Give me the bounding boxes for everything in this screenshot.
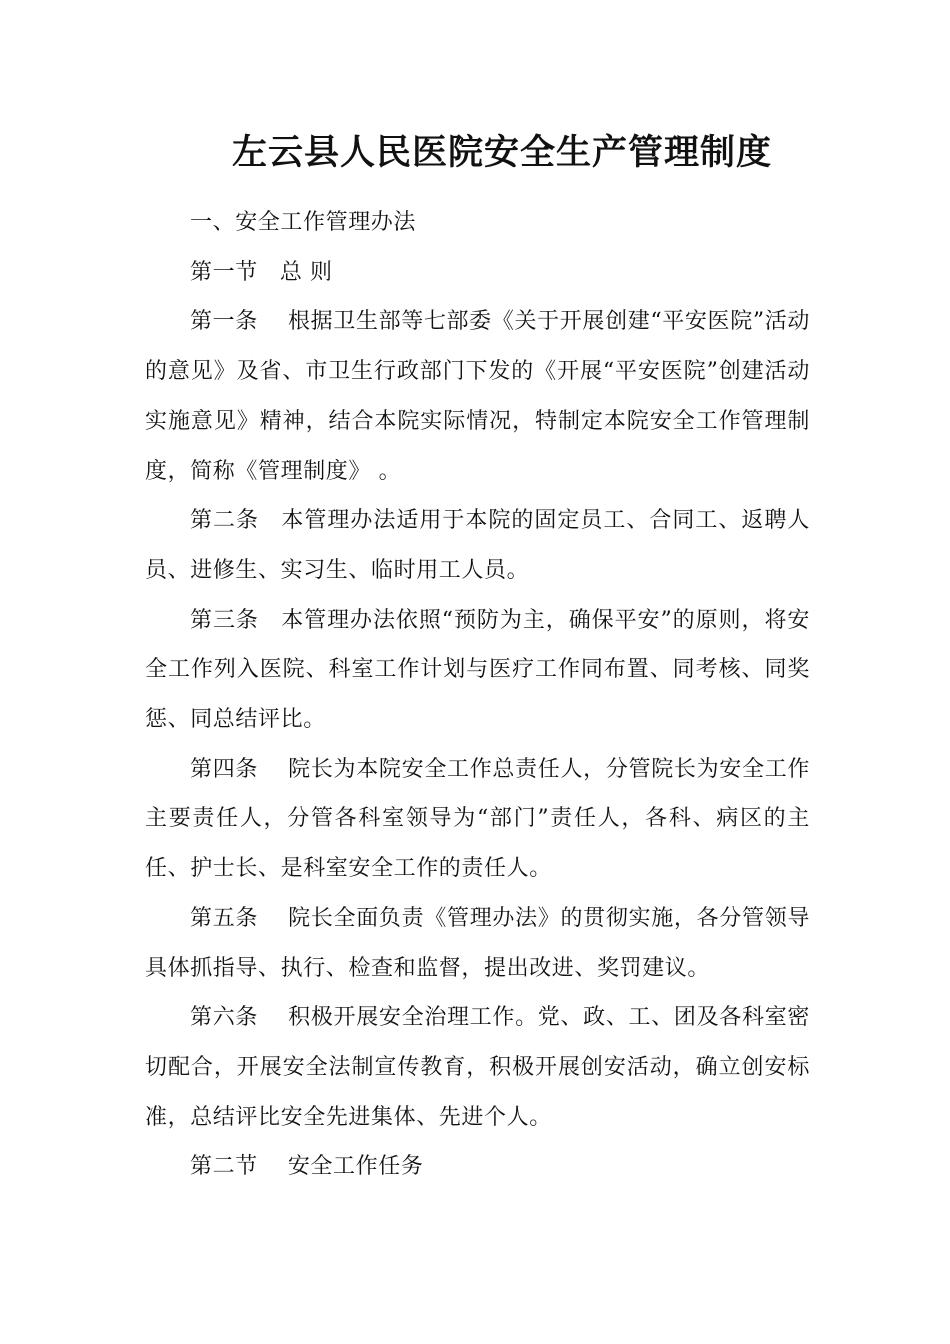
article-4-label: 第四条 <box>190 756 259 782</box>
article-6 <box>145 993 810 1142</box>
section-1-label: 第一节 <box>190 259 258 285</box>
article-6-label: 第六条 <box>190 1005 259 1031</box>
article-4-text: 院长为本院安全工作总责任人，分管院长为安全工作主要责任人，分管各科室领导为“部门”责任人，各科、病区的主任、护士长、是科室安全工作的责任人。 <box>145 756 810 882</box>
article-2-label: 第二条 <box>190 508 259 534</box>
article-3 <box>145 596 810 745</box>
section-heading: 一、安全工作管理办法 <box>190 210 417 235</box>
section-2-heading <box>145 1142 810 1192</box>
article-6-text: 积极开展安全治理工作。党、政、工、团及各科室密切配合，开展安全法制宣传教育，积极开展创安活动，确立创安标准，总结评比安全先进集体、先进个人。 <box>145 1005 810 1130</box>
document-title: 左云县人民医院安全生产管理制度 <box>231 132 772 173</box>
article-1-label: 第一条 <box>190 309 258 335</box>
section-1-title: 总 则 <box>279 259 333 285</box>
document-body <box>145 198 810 1192</box>
section-2-label: 第二节 <box>190 1154 258 1180</box>
article-5-text: 院长全面负责《管理办法》的贯彻实施，各分管领导具体抓指导、执行、检查和监督，提出改进、奖罚建议。 <box>145 905 810 981</box>
article-3-label: 第三条 <box>190 607 259 633</box>
article-1 <box>145 297 810 496</box>
article-5 <box>145 894 810 993</box>
article-4 <box>145 745 810 894</box>
article-1-text: 根据卫生部等七部委《关于开展创建“平安医院”活动的意见》及省、市卫生行政部门下发的《开展“平安医院”创建活动实施意见》精神，结合本院实际情况，特制定本院安全工作管理制度，简称《管理制度》 。 <box>145 309 810 484</box>
article-5-label: 第五条 <box>190 905 259 931</box>
article-3-text: 本管理办法依照“预防为主，确保平安”的原则，将安全工作列入医院、科室工作计划与医疗工作同布置、同考核、同奖惩、同总结评比。 <box>145 607 810 733</box>
article-2 <box>145 496 810 595</box>
section-1-heading <box>145 248 810 298</box>
section-2-title: 安全工作任务 <box>287 1154 424 1180</box>
article-2-text: 本管理办法适用于本院的固定员工、合同工、返聘人员、进修生、实习生、临时用工人员。 <box>145 508 810 583</box>
